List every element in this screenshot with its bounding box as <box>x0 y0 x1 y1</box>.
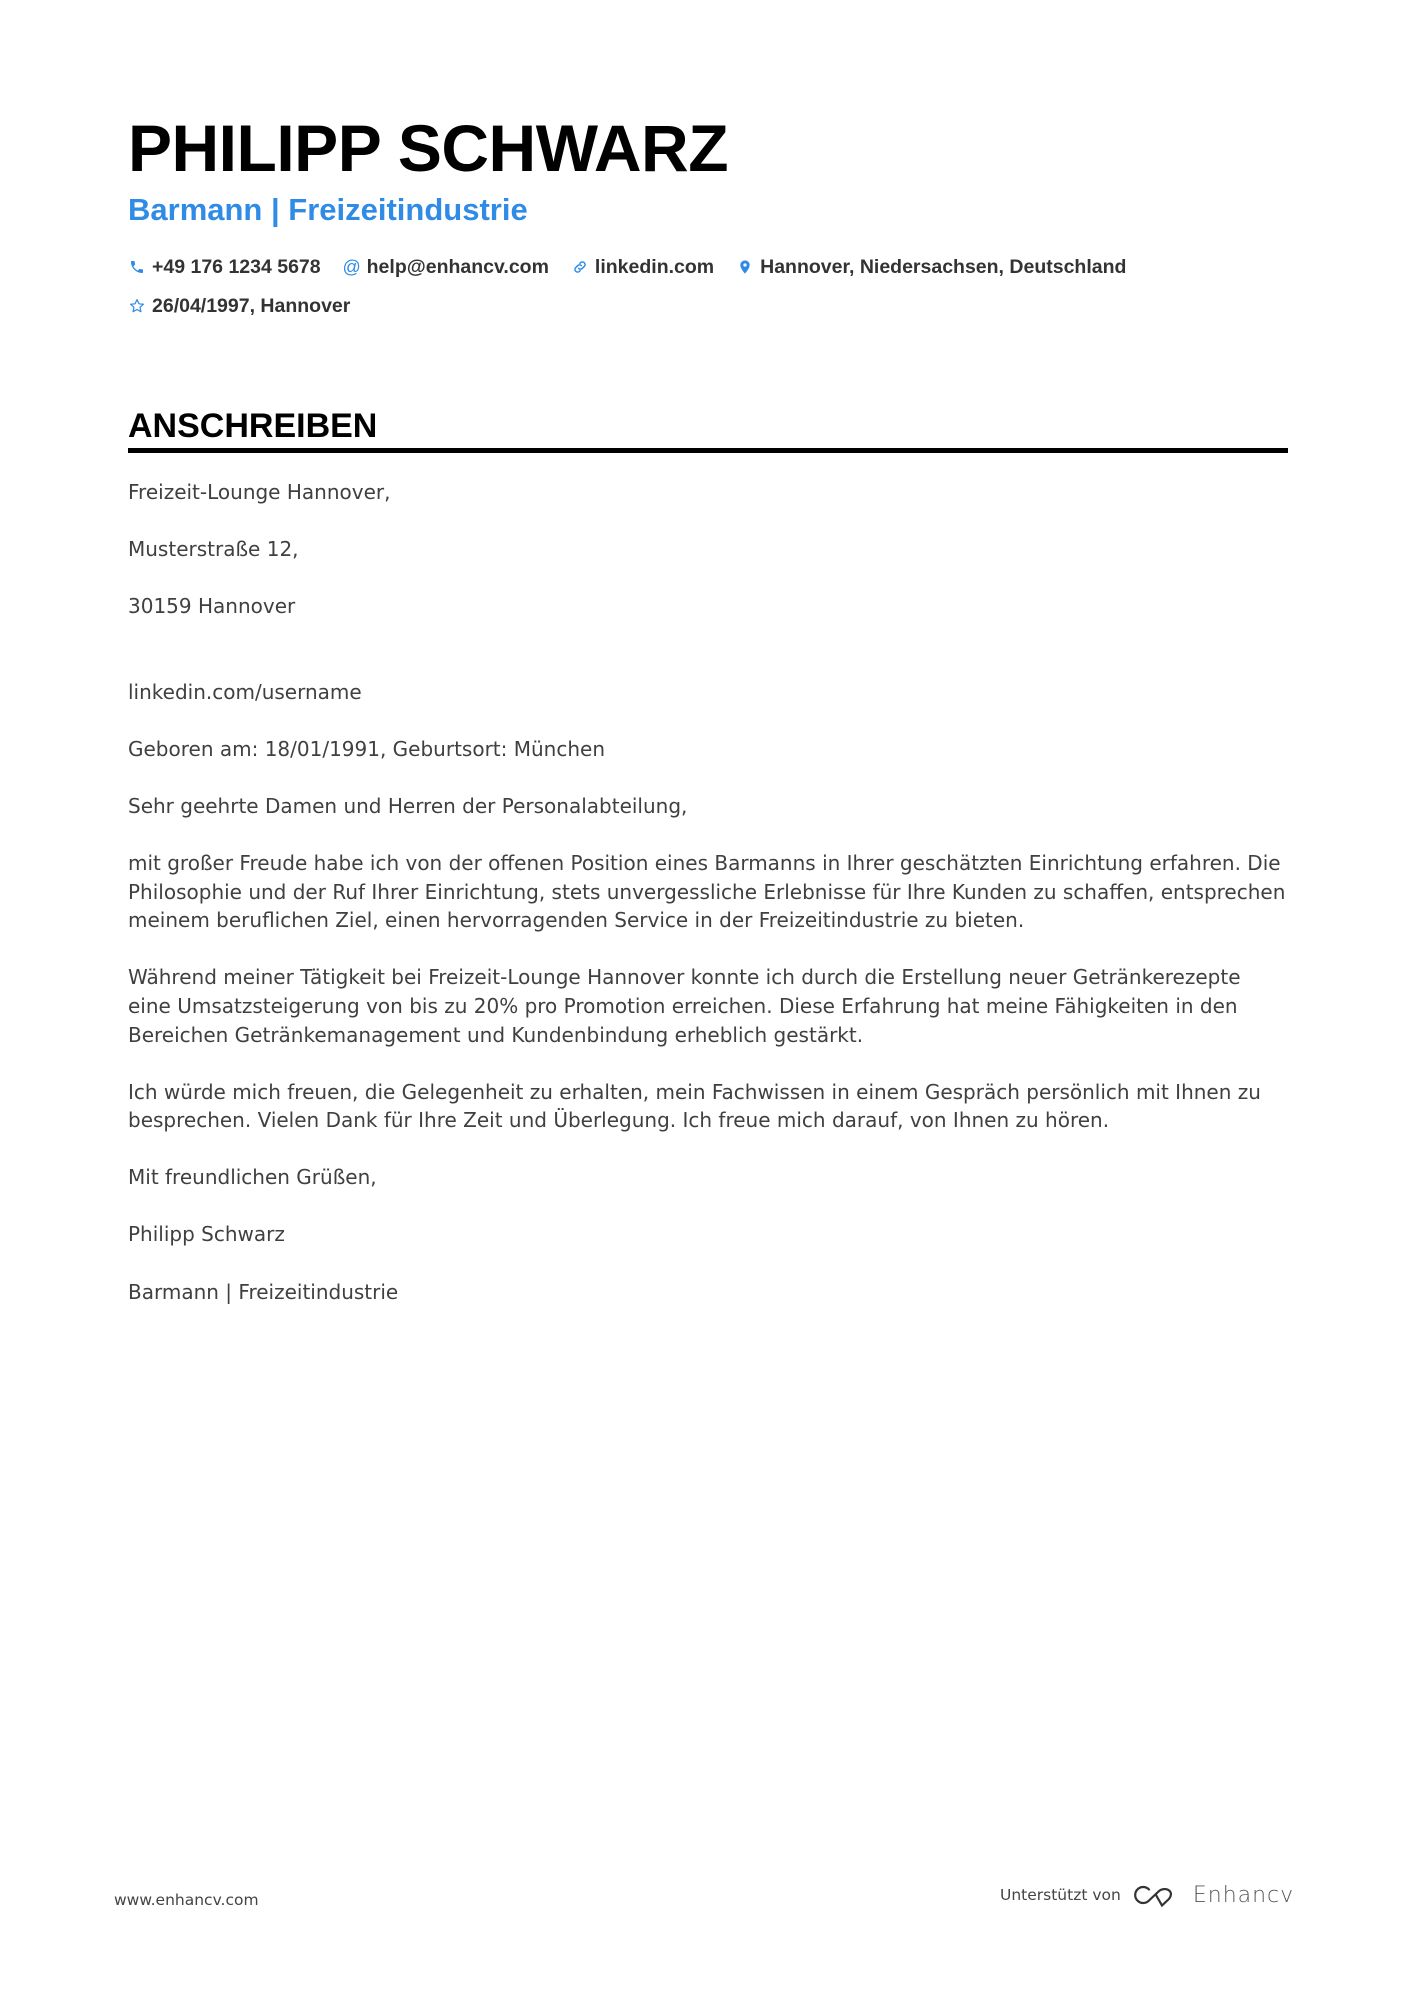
brand-name: Enhancv <box>1192 1882 1295 1908</box>
contact-phone[interactable] <box>128 256 321 279</box>
paragraph: Ich würde mich freuen, die Gelegenheit zu erhalten, mein Fachwissen in einem Gespräch persönlich mit Ihnen zu besprechen. Vielen Dank für Ihre Zeit und Überlegung. Ich freue mich darauf, von Ihnen zu hören. <box>128 1079 1261 1133</box>
contact-email[interactable] <box>343 256 549 279</box>
paragraph: Während meiner Tätigkeit bei Freizeit-Lounge Hannover konnte ich durch die Erstellung neuer Getränkerezepte eine Umsatzsteigerung von bis zu 20% pro Promotion erreichen. Diese Erfahrung hat meine Fähigkeiten in den Bereichen Getränkemanagement und Kundenbindung erheblich gestärkt. <box>128 965 1241 1047</box>
phone-icon <box>128 258 146 276</box>
location-pin-icon <box>736 258 754 276</box>
paragraph: mit großer Freude habe ich von der offenen Position eines Barmanns in Ihrer geschätzten Einrichtung erfahren. Die Philosophie und der Ruf Ihrer Einrichtung, stets unvergessliche Erlebnisse für Ihre Kunden zu schaffen, entsprechen meinem beruflichen Ziel, einen hervorragenden Service in der Freizeitindustrie zu bieten. <box>128 851 1286 933</box>
footer-website[interactable]: www.enhancv.com <box>114 1891 259 1909</box>
job-title: Barmann | Freizeitindustrie <box>128 192 528 227</box>
recipient-line: Musterstraße 12, <box>128 537 299 562</box>
contact-row <box>128 252 1288 282</box>
contact-linkedin[interactable] <box>571 256 714 279</box>
contact-birth <box>128 295 350 318</box>
enhancv-logo-icon <box>1133 1882 1179 1908</box>
location-text: Hannover, Niedersachsen, Deutschland <box>760 255 1127 278</box>
section-title: ANSCHREIBEN <box>128 407 378 445</box>
linkedin-line: linkedin.com/username <box>128 679 362 704</box>
candidate-name: PHILIPP SCHWARZ <box>128 111 729 185</box>
contact-row <box>128 291 1288 321</box>
signature-title: Barmann | Freizeitindustrie <box>128 1279 399 1304</box>
salutation: Sehr geehrte Damen und Herren der Personalabteilung, <box>128 793 688 818</box>
section-divider <box>128 448 1288 453</box>
footer-branding <box>1000 1882 1294 1908</box>
signature-name: Philipp Schwarz <box>128 1222 285 1247</box>
contact-location <box>736 256 1126 279</box>
contact-info <box>128 252 1288 330</box>
phone-text: +49 176 1234 5678 <box>152 255 321 278</box>
closing: Mit freundlichen Grüßen, <box>128 1165 377 1190</box>
recipient-line: Freizeit-Lounge Hannover, <box>128 480 391 504</box>
birth-text: 26/04/1997, Hannover <box>152 294 351 317</box>
birth-info-line: Geboren am: 18/01/1991, Geburtsort: München <box>128 736 605 761</box>
recipient-line: 30159 Hannover <box>128 594 296 619</box>
email-text: help@enhancv.com <box>366 255 549 278</box>
linkedin-text: linkedin.com <box>594 255 715 278</box>
link-icon <box>571 258 589 276</box>
star-icon <box>128 297 146 315</box>
at-icon: @ <box>342 256 361 277</box>
powered-by-label: Unterstützt von <box>1000 1886 1121 1904</box>
letter-body <box>128 478 1288 1335</box>
